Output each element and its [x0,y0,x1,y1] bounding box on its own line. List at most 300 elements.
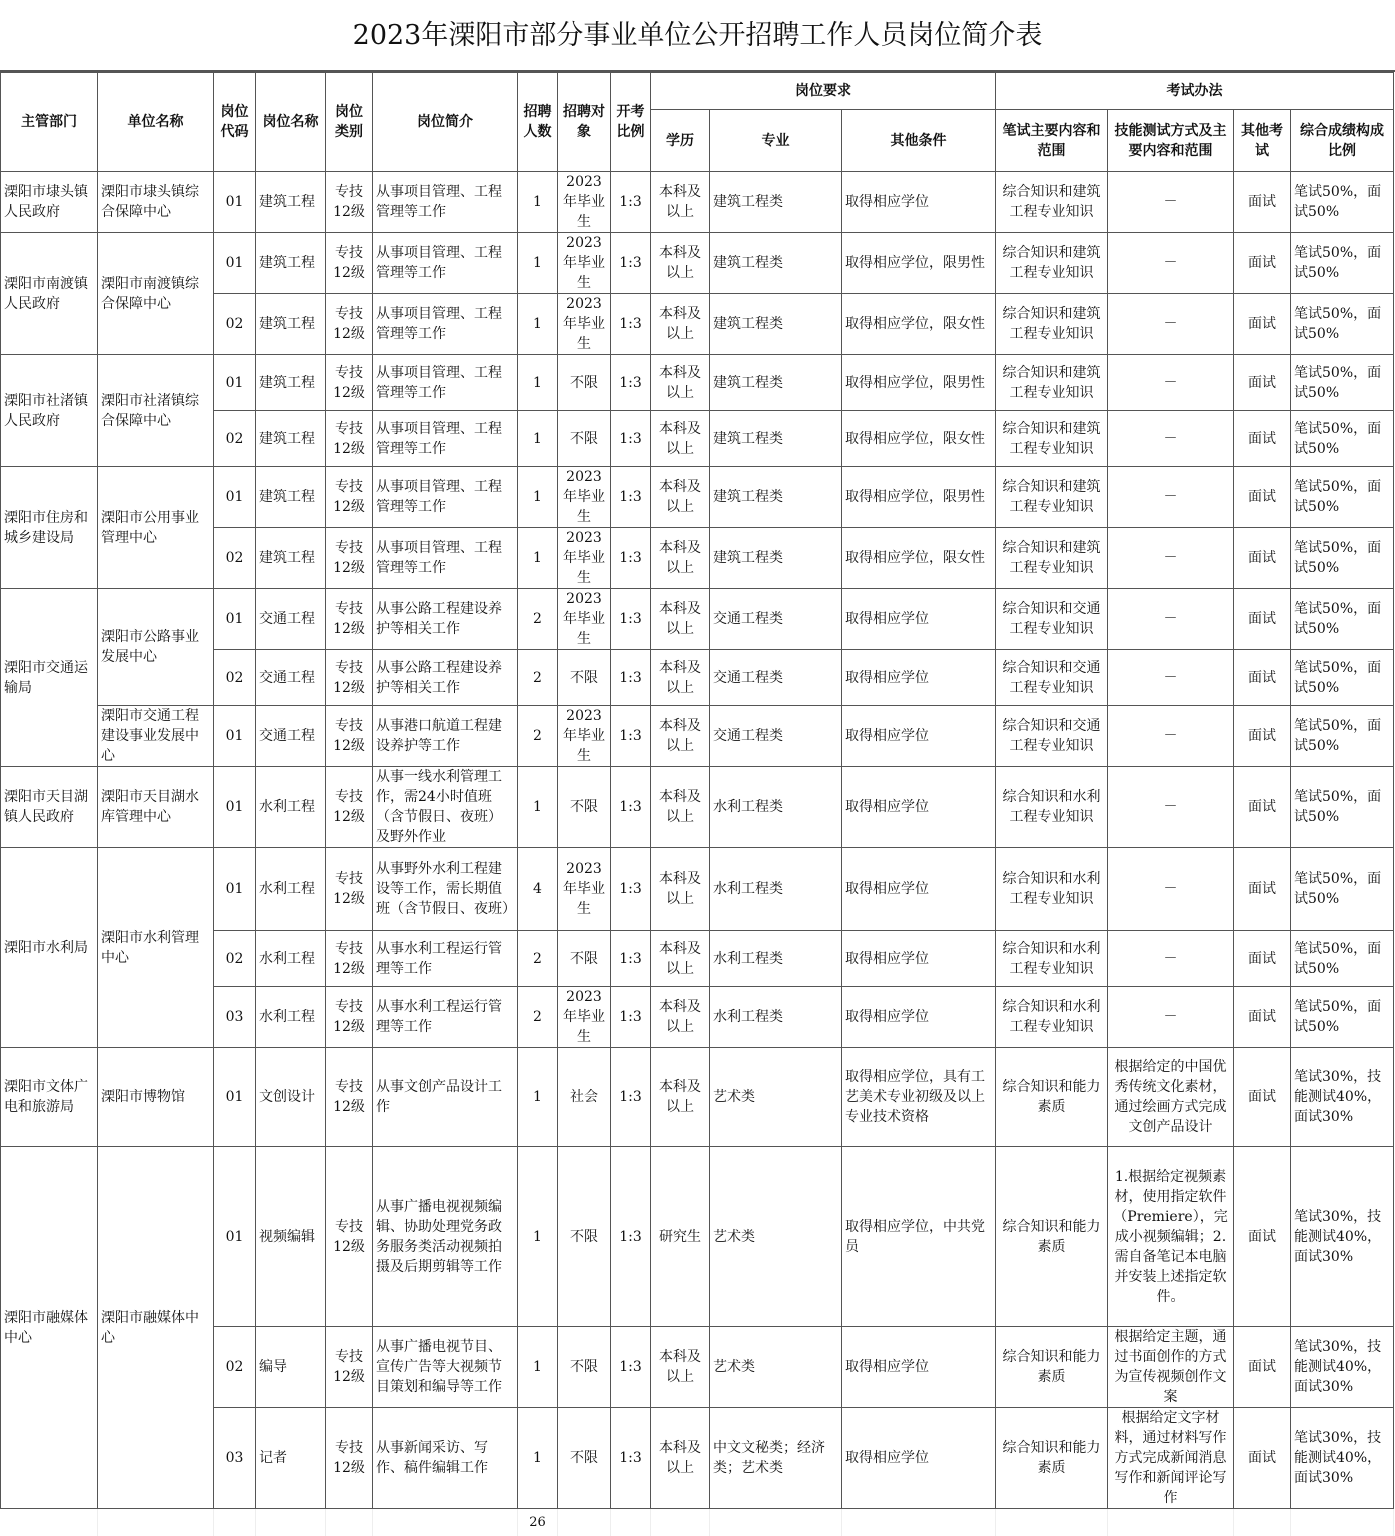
hire-count-cell: 1 [518,294,558,355]
written-exam-cell: 综合知识和水利工程专业知识 [996,848,1108,931]
hire-count-cell: 1 [518,767,558,848]
department-cell: 溧阳市南渡镇人民政府 [1,233,98,355]
hire-target-cell: 2023年毕业生 [558,294,611,355]
position-code-cell: 01 [214,233,256,294]
position-name-cell: 编导 [256,1327,326,1408]
other-exam-cell: 面试 [1234,1327,1291,1408]
skill-test-cell: 1.根据给定视频素材，使用指定软件（Premiere），完成小视频编辑；2.需自备笔记本电脑并安装上述指定软件。 [1108,1147,1234,1327]
education-cell: 本科及以上 [651,589,710,650]
other-conditions-cell: 取得相应学位，限女性 [842,294,996,355]
header-score: 综合成绩构成比例 [1291,110,1394,172]
other-conditions-cell: 取得相应学位 [842,1408,996,1509]
unit-cell: 溧阳市交通工程建设事业发展中心 [98,706,214,767]
header-dept: 主管部门 [1,73,98,172]
position-name-cell: 文创设计 [256,1048,326,1147]
score-ratio-cell: 笔试50%，面试50% [1291,233,1394,294]
written-exam-cell: 综合知识和水利工程专业知识 [996,987,1108,1048]
other-exam-cell: 面试 [1234,767,1291,848]
exam-ratio-cell: 1:3 [611,528,651,589]
skill-test-cell: － [1108,987,1234,1048]
other-conditions-cell: 取得相应学位，中共党员 [842,1147,996,1327]
position-category-cell: 专技12级 [326,987,373,1048]
skill-test-cell: － [1108,233,1234,294]
hire-count-cell: 1 [518,528,558,589]
unit-cell: 溧阳市博物馆 [98,1048,214,1147]
major-cell: 水利工程类 [710,848,842,931]
score-ratio-cell: 笔试50%，面试50% [1291,467,1394,528]
other-exam-cell: 面试 [1234,987,1291,1048]
other-exam-cell: 面试 [1234,1408,1291,1509]
score-ratio-cell: 笔试30%，技能测试40%，面试30% [1291,1327,1394,1408]
position-desc-cell: 从事公路工程建设养护等相关工作 [373,650,518,706]
header-name: 岗位名称 [256,73,326,172]
table-row [1,848,1394,931]
position-code-cell: 02 [214,650,256,706]
department-cell: 溧阳市埭头镇人民政府 [1,172,98,233]
exam-ratio-cell: 1:3 [611,355,651,411]
position-category-cell: 专技12级 [326,1327,373,1408]
position-name-cell: 水利工程 [256,767,326,848]
hire-target-cell: 2023年毕业生 [558,589,611,650]
skill-test-cell: － [1108,589,1234,650]
position-desc-cell: 从事野外水利工程建设等工作，需长期值班（含节假日、夜班） [373,848,518,931]
table-row [1,467,1394,528]
education-cell: 本科及以上 [651,931,710,987]
department-cell: 溧阳市住房和城乡建设局 [1,467,98,589]
score-ratio-cell: 笔试50%，面试50% [1291,848,1394,931]
other-conditions-cell: 取得相应学位，限男性 [842,233,996,294]
table-row [1,706,1394,767]
written-exam-cell: 综合知识和水利工程专业知识 [996,931,1108,987]
written-exam-cell: 综合知识和交通工程专业知识 [996,706,1108,767]
hire-count-cell: 2 [518,931,558,987]
education-cell: 本科及以上 [651,767,710,848]
hire-target-cell: 不限 [558,767,611,848]
position-desc-cell: 从事港口航道工程建设养护等工作 [373,706,518,767]
other-conditions-cell: 取得相应学位，限女性 [842,411,996,467]
hire-count-cell: 1 [518,355,558,411]
major-cell: 艺术类 [710,1147,842,1327]
position-name-cell: 交通工程 [256,650,326,706]
position-category-cell: 专技12级 [326,1147,373,1327]
position-category-cell: 专技12级 [326,1408,373,1509]
other-exam-cell: 面试 [1234,467,1291,528]
exam-ratio-cell: 1:3 [611,1408,651,1509]
exam-ratio-cell: 1:3 [611,1048,651,1147]
score-ratio-cell: 笔试30%，技能测试40%，面试30% [1291,1147,1394,1327]
other-conditions-cell: 取得相应学位 [842,706,996,767]
unit-cell: 溧阳市融媒体中心 [98,1147,214,1509]
other-exam-cell: 面试 [1234,650,1291,706]
score-ratio-cell: 笔试50%，面试50% [1291,767,1394,848]
exam-ratio-cell: 1:3 [611,1147,651,1327]
hire-target-cell: 社会 [558,1048,611,1147]
exam-ratio-cell: 1:3 [611,848,651,931]
header-count: 招聘人数 [518,73,558,172]
position-category-cell: 专技12级 [326,172,373,233]
other-exam-cell: 面试 [1234,848,1291,931]
exam-ratio-cell: 1:3 [611,650,651,706]
position-name-cell: 交通工程 [256,589,326,650]
other-exam-cell: 面试 [1234,706,1291,767]
table-row [1,233,1394,294]
other-conditions-cell: 取得相应学位，具有工艺美术专业初级及以上专业技术资格 [842,1048,996,1147]
position-name-cell: 记者 [256,1408,326,1509]
position-code-cell: 02 [214,1327,256,1408]
position-category-cell: 专技12级 [326,589,373,650]
hire-target-cell: 不限 [558,355,611,411]
position-code-cell: 01 [214,467,256,528]
unit-cell: 溧阳市南渡镇综合保障中心 [98,233,214,355]
education-cell: 本科及以上 [651,1048,710,1147]
exam-ratio-cell: 1:3 [611,706,651,767]
position-name-cell: 交通工程 [256,706,326,767]
major-cell: 建筑工程类 [710,411,842,467]
header-category: 岗位类别 [326,73,373,172]
position-desc-cell: 从事广播电视节目、宣传广告等大视频节目策划和编导等工作 [373,1327,518,1408]
exam-ratio-cell: 1:3 [611,172,651,233]
written-exam-cell: 综合知识和水利工程专业知识 [996,767,1108,848]
other-conditions-cell: 取得相应学位，限女性 [842,528,996,589]
other-conditions-cell: 取得相应学位 [842,767,996,848]
other-conditions-cell: 取得相应学位 [842,650,996,706]
department-cell: 溧阳市社渚镇人民政府 [1,355,98,467]
written-exam-cell: 综合知识和能力素质 [996,1048,1108,1147]
other-exam-cell: 面试 [1234,528,1291,589]
major-cell: 水利工程类 [710,987,842,1048]
exam-ratio-cell: 1:3 [611,767,651,848]
skill-test-cell: 根据给定主题，通过书面创作的方式为宣传视频创作文案 [1108,1327,1234,1408]
skill-test-cell: － [1108,411,1234,467]
skill-test-cell: － [1108,767,1234,848]
hire-count-cell: 1 [518,467,558,528]
score-ratio-cell: 笔试50%，面试50% [1291,931,1394,987]
footer-row [1,1509,1394,1536]
major-cell: 交通工程类 [710,650,842,706]
skill-test-cell: － [1108,931,1234,987]
written-exam-cell: 综合知识和建筑工程专业知识 [996,233,1108,294]
written-exam-cell: 综合知识和建筑工程专业知识 [996,172,1108,233]
other-conditions-cell: 取得相应学位 [842,931,996,987]
header-code: 岗位代码 [214,73,256,172]
score-ratio-cell: 笔试50%，面试50% [1291,294,1394,355]
major-cell: 水利工程类 [710,931,842,987]
education-cell: 本科及以上 [651,848,710,931]
unit-cell: 溧阳市天目湖水库管理中心 [98,767,214,848]
header-unit: 单位名称 [98,73,214,172]
position-name-cell: 水利工程 [256,987,326,1048]
other-exam-cell: 面试 [1234,931,1291,987]
header-other: 其他条件 [842,110,996,172]
written-exam-cell: 综合知识和能力素质 [996,1408,1108,1509]
position-category-cell: 专技12级 [326,528,373,589]
other-exam-cell: 面试 [1234,1147,1291,1327]
score-ratio-cell: 笔试30%，技能测试40%，面试30% [1291,1048,1394,1147]
position-category-cell: 专技12级 [326,411,373,467]
header-written: 笔试主要内容和范围 [996,110,1108,172]
major-cell: 交通工程类 [710,589,842,650]
education-cell: 本科及以上 [651,467,710,528]
position-desc-cell: 从事项目管理、工程管理等工作 [373,172,518,233]
hire-target-cell: 不限 [558,650,611,706]
hire-target-cell: 2023年毕业生 [558,987,611,1048]
hire-target-cell: 2023年毕业生 [558,172,611,233]
unit-cell: 溧阳市公用事业管理中心 [98,467,214,589]
skill-test-cell: 根据给定文字材料，通过材料写作方式完成新闻消息写作和新闻评论写作 [1108,1408,1234,1509]
other-exam-cell: 面试 [1234,233,1291,294]
hire-count-cell: 1 [518,233,558,294]
position-code-cell: 01 [214,589,256,650]
hire-target-cell: 不限 [558,1147,611,1327]
score-ratio-cell: 笔试50%，面试50% [1291,528,1394,589]
header-major: 专业 [710,110,842,172]
hire-count-cell: 1 [518,1147,558,1327]
skill-test-cell: － [1108,467,1234,528]
position-code-cell: 02 [214,931,256,987]
table-row [1,767,1394,848]
hire-target-cell: 2023年毕业生 [558,706,611,767]
position-code-cell: 01 [214,767,256,848]
hire-count-cell: 2 [518,987,558,1048]
hire-count-cell: 2 [518,589,558,650]
major-cell: 建筑工程类 [710,355,842,411]
hire-count-cell: 2 [518,706,558,767]
written-exam-cell: 综合知识和建筑工程专业知识 [996,355,1108,411]
position-name-cell: 建筑工程 [256,467,326,528]
skill-test-cell: － [1108,294,1234,355]
position-code-cell: 01 [214,1147,256,1327]
position-category-cell: 专技12级 [326,467,373,528]
exam-ratio-cell: 1:3 [611,233,651,294]
table-row [1,172,1394,233]
position-desc-cell: 从事项目管理、工程管理等工作 [373,467,518,528]
exam-ratio-cell: 1:3 [611,987,651,1048]
major-cell: 建筑工程类 [710,233,842,294]
position-code-cell: 02 [214,528,256,589]
other-exam-cell: 面试 [1234,172,1291,233]
position-name-cell: 建筑工程 [256,528,326,589]
hire-count-cell: 4 [518,848,558,931]
position-code-cell: 01 [214,1048,256,1147]
skill-test-cell: － [1108,528,1234,589]
position-name-cell: 建筑工程 [256,411,326,467]
hire-target-cell: 不限 [558,411,611,467]
skill-test-cell: － [1108,172,1234,233]
exam-ratio-cell: 1:3 [611,294,651,355]
skill-test-cell: － [1108,355,1234,411]
other-exam-cell: 面试 [1234,1048,1291,1147]
exam-ratio-cell: 1:3 [611,589,651,650]
score-ratio-cell: 笔试50%，面试50% [1291,706,1394,767]
header-edu: 学历 [651,110,710,172]
major-cell: 建筑工程类 [710,467,842,528]
hire-target-cell: 2023年毕业生 [558,528,611,589]
other-conditions-cell: 取得相应学位，限男性 [842,355,996,411]
position-code-cell: 03 [214,987,256,1048]
other-conditions-cell: 取得相应学位 [842,848,996,931]
education-cell: 本科及以上 [651,1408,710,1509]
hire-count-cell: 1 [518,411,558,467]
education-cell: 本科及以上 [651,233,710,294]
table-row [1,1048,1394,1147]
position-name-cell: 建筑工程 [256,172,326,233]
skill-test-cell: － [1108,848,1234,931]
education-cell: 本科及以上 [651,987,710,1048]
skill-test-cell: － [1108,706,1234,767]
position-category-cell: 专技12级 [326,355,373,411]
department-cell: 溧阳市天目湖镇人民政府 [1,767,98,848]
position-category-cell: 专技12级 [326,767,373,848]
table-row [1,1147,1394,1327]
education-cell: 研究生 [651,1147,710,1327]
other-conditions-cell: 取得相应学位 [842,172,996,233]
position-category-cell: 专技12级 [326,294,373,355]
exam-ratio-cell: 1:3 [611,467,651,528]
hire-target-cell: 不限 [558,931,611,987]
written-exam-cell: 综合知识和能力素质 [996,1327,1108,1408]
major-cell: 艺术类 [710,1048,842,1147]
hire-target-cell: 不限 [558,1408,611,1509]
department-cell: 溧阳市交通运输局 [1,589,98,767]
other-exam-cell: 面试 [1234,411,1291,467]
education-cell: 本科及以上 [651,294,710,355]
major-cell: 水利工程类 [710,767,842,848]
position-category-cell: 专技12级 [326,931,373,987]
major-cell: 建筑工程类 [710,294,842,355]
score-ratio-cell: 笔试50%，面试50% [1291,650,1394,706]
hire-count-cell: 1 [518,1048,558,1147]
position-desc-cell: 从事广播电视视频编辑、协助处理党务政务服务类活动视频拍摄及后期剪辑等工作 [373,1147,518,1327]
positions-table [0,72,1394,1536]
unit-cell: 溧阳市埭头镇综合保障中心 [98,172,214,233]
hire-target-cell: 不限 [558,1327,611,1408]
header-requirements: 岗位要求 [651,73,996,110]
position-desc-cell: 从事文创产品设计工作 [373,1048,518,1147]
position-name-cell: 水利工程 [256,931,326,987]
header-other-exam: 其他考试 [1234,110,1291,172]
position-desc-cell: 从事项目管理、工程管理等工作 [373,355,518,411]
score-ratio-cell: 笔试50%，面试50% [1291,172,1394,233]
header-exam: 考试办法 [996,73,1394,110]
position-desc-cell: 从事项目管理、工程管理等工作 [373,294,518,355]
hire-count-cell: 2 [518,650,558,706]
score-ratio-cell: 笔试50%，面试50% [1291,589,1394,650]
position-name-cell: 建筑工程 [256,294,326,355]
position-category-cell: 专技12级 [326,1048,373,1147]
page-title: 2023年溧阳市部分事业单位公开招聘工作人员岗位简介表 [0,0,1395,72]
score-ratio-cell: 笔试50%，面试50% [1291,987,1394,1048]
other-conditions-cell: 取得相应学位 [842,589,996,650]
position-category-cell: 专技12级 [326,650,373,706]
position-code-cell: 03 [214,1408,256,1509]
education-cell: 本科及以上 [651,411,710,467]
written-exam-cell: 综合知识和交通工程专业知识 [996,589,1108,650]
education-cell: 本科及以上 [651,528,710,589]
position-desc-cell: 从事项目管理、工程管理等工作 [373,233,518,294]
position-desc-cell: 从事一线水利管理工作，需24小时值班（含节假日、夜班）及野外作业 [373,767,518,848]
other-conditions-cell: 取得相应学位 [842,987,996,1048]
position-desc-cell: 从事项目管理、工程管理等工作 [373,411,518,467]
department-cell: 溧阳市文体广电和旅游局 [1,1048,98,1147]
table-row [1,589,1394,650]
written-exam-cell: 综合知识和能力素质 [996,1147,1108,1327]
score-ratio-cell: 笔试50%，面试50% [1291,411,1394,467]
position-name-cell: 水利工程 [256,848,326,931]
department-cell: 溧阳市水利局 [1,848,98,1048]
score-ratio-cell: 笔试30%，技能测试40%，面试30% [1291,1408,1394,1509]
unit-cell: 溧阳市社渚镇综合保障中心 [98,355,214,467]
score-ratio-cell: 笔试50%，面试50% [1291,355,1394,411]
written-exam-cell: 综合知识和建筑工程专业知识 [996,528,1108,589]
major-cell: 艺术类 [710,1327,842,1408]
major-cell: 交通工程类 [710,706,842,767]
position-category-cell: 专技12级 [326,848,373,931]
position-name-cell: 视频编辑 [256,1147,326,1327]
header-target: 招聘对象 [558,73,611,172]
position-desc-cell: 从事水利工程运行管理等工作 [373,987,518,1048]
other-exam-cell: 面试 [1234,589,1291,650]
exam-ratio-cell: 1:3 [611,411,651,467]
position-code-cell: 02 [214,411,256,467]
table-row [1,355,1394,411]
other-exam-cell: 面试 [1234,355,1291,411]
hire-target-cell: 2023年毕业生 [558,467,611,528]
position-code-cell: 01 [214,848,256,931]
major-cell: 建筑工程类 [710,528,842,589]
position-code-cell: 02 [214,294,256,355]
position-name-cell: 建筑工程 [256,355,326,411]
hire-count-cell: 1 [518,1327,558,1408]
hire-count-cell: 1 [518,1408,558,1509]
unit-cell: 溧阳市水利管理中心 [98,848,214,1048]
page-number: 26 [518,1509,558,1536]
other-exam-cell: 面试 [1234,294,1291,355]
skill-test-cell: 根据给定的中国优秀传统文化素材，通过绘画方式完成文创产品设计 [1108,1048,1234,1147]
hire-count-cell: 1 [518,172,558,233]
education-cell: 本科及以上 [651,650,710,706]
major-cell: 中文文秘类；经济类；艺术类 [710,1408,842,1509]
hire-target-cell: 2023年毕业生 [558,848,611,931]
written-exam-cell: 综合知识和建筑工程专业知识 [996,294,1108,355]
position-desc-cell: 从事新闻采访、写作、稿件编辑工作 [373,1408,518,1509]
written-exam-cell: 综合知识和交通工程专业知识 [996,650,1108,706]
exam-ratio-cell: 1:3 [611,1327,651,1408]
unit-cell: 溧阳市公路事业发展中心 [98,589,214,706]
other-conditions-cell: 取得相应学位，限男性 [842,467,996,528]
position-desc-cell: 从事水利工程运行管理等工作 [373,931,518,987]
header-ratio: 开考比例 [611,73,651,172]
position-category-cell: 专技12级 [326,706,373,767]
education-cell: 本科及以上 [651,706,710,767]
position-desc-cell: 从事公路工程建设养护等相关工作 [373,589,518,650]
exam-ratio-cell: 1:3 [611,931,651,987]
education-cell: 本科及以上 [651,172,710,233]
hire-target-cell: 2023年毕业生 [558,233,611,294]
position-name-cell: 建筑工程 [256,233,326,294]
header-skill: 技能测试方式及主要内容和范围 [1108,110,1234,172]
position-desc-cell: 从事项目管理、工程管理等工作 [373,528,518,589]
header-desc: 岗位简介 [373,73,518,172]
education-cell: 本科及以上 [651,1327,710,1408]
department-cell: 溧阳市融媒体中心 [1,1147,98,1509]
other-conditions-cell: 取得相应学位 [842,1327,996,1408]
major-cell: 建筑工程类 [710,172,842,233]
position-code-cell: 01 [214,172,256,233]
written-exam-cell: 综合知识和建筑工程专业知识 [996,467,1108,528]
written-exam-cell: 综合知识和建筑工程专业知识 [996,411,1108,467]
position-code-cell: 01 [214,355,256,411]
skill-test-cell: － [1108,650,1234,706]
